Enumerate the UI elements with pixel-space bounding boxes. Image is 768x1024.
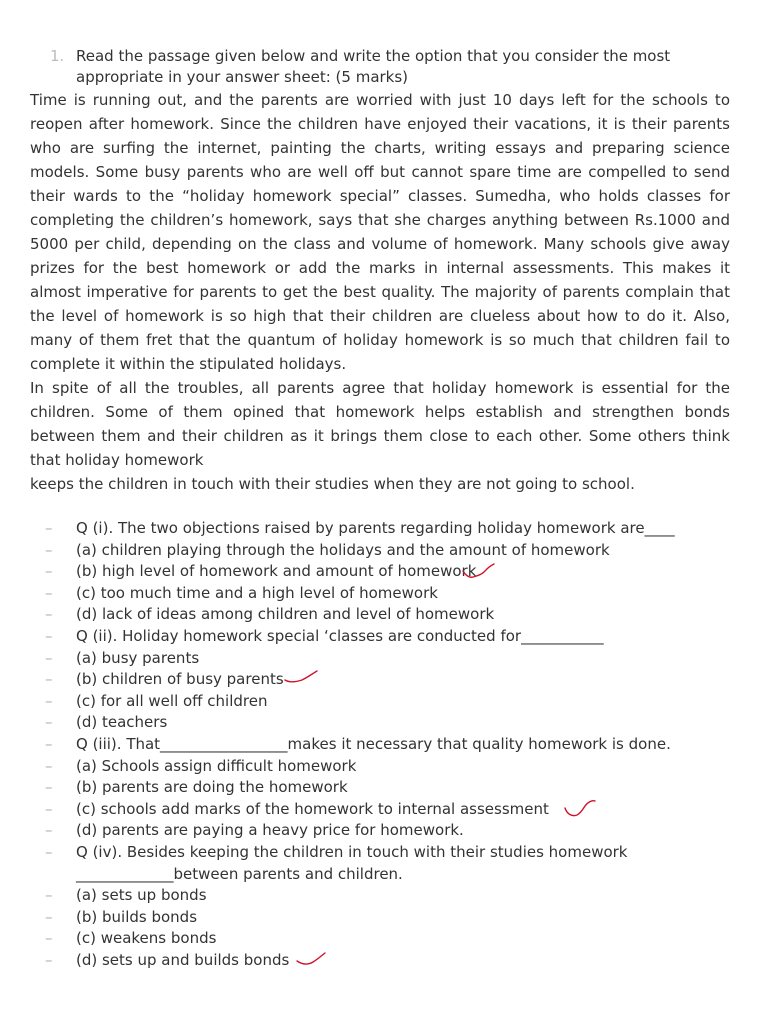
list-dash: –: [45, 519, 53, 537]
question-list: [0, 518, 768, 971]
list-item: [0, 928, 768, 950]
option-text: (b) builds bonds: [76, 907, 198, 926]
list-item: [0, 604, 768, 626]
list-dash: –: [45, 842, 53, 861]
list-dash: –: [45, 886, 53, 905]
list-dash: –: [45, 713, 53, 732]
list-dash: –: [45, 605, 53, 624]
option-text: (b) parents are doing the homework: [76, 778, 348, 797]
list-dash: –: [45, 799, 53, 818]
list-dash: –: [45, 583, 53, 602]
list-item: [0, 518, 768, 540]
list-dash: –: [45, 691, 53, 710]
list-item: [0, 583, 768, 605]
list-dash: –: [45, 756, 53, 775]
option-text: (a) children playing through the holidays and the amount of homework: [76, 540, 610, 559]
list-item: [0, 626, 768, 648]
list-item: [0, 799, 768, 821]
question-text: Q (iii). That_________________makes it necessary that quality homework is done.: [76, 734, 671, 753]
passage-paragraph-2: In spite of all the troubles, all parents agree that holiday homework is essential for the children. Some of them opined that homework helps establish and strengthen bonds between them and their children as it brings them close to each other. Some others think that holiday homework: [30, 379, 730, 469]
list-item: [0, 907, 768, 929]
question-number: 1.: [50, 47, 65, 65]
option-text: (c) too much time and a high level of homework: [76, 583, 438, 602]
list-dash: –: [45, 648, 53, 667]
list-dash: –: [45, 778, 53, 797]
list-dash: –: [45, 950, 53, 969]
list-item: [0, 885, 768, 907]
list-item: [0, 842, 768, 885]
list-item: [0, 950, 768, 972]
list-item: [0, 820, 768, 842]
question-text: Q (iv). Besides keeping the children in touch with their studies homework _____________between parents and children.: [76, 842, 628, 883]
list-item: [0, 712, 768, 734]
list-item: [0, 669, 768, 691]
option-text: (c) for all well off children: [76, 691, 268, 710]
option-text: (a) sets up bonds: [76, 886, 207, 905]
question-text: Q (ii). Holiday homework special ‘classes are conducted for___________: [76, 626, 604, 645]
passage-paragraph-3: keeps the children in touch with their studies when they are not going to school.: [30, 475, 635, 493]
option-text: (d) parents are paying a heavy price for homework.: [76, 821, 464, 840]
list-item: [0, 540, 768, 562]
question-instruction: Read the passage given below and write the option that you consider the most appropriate in your answer sheet: (5 marks): [76, 47, 671, 86]
list-dash: –: [45, 821, 53, 840]
option-text: (a) Schools assign difficult homework: [76, 756, 357, 775]
option-text: (d) sets up and builds bonds: [76, 950, 290, 969]
option-text: (a) busy parents: [76, 648, 200, 667]
list-dash: –: [45, 670, 53, 689]
list-dash: –: [45, 540, 53, 559]
question-text: Q (i). The two objections raised by parents regarding holiday homework are____: [76, 519, 675, 537]
list-item: [0, 777, 768, 799]
list-item: [0, 756, 768, 778]
list-item: [0, 691, 768, 713]
list-item: [0, 561, 768, 583]
list-item: [0, 734, 768, 756]
reading-passage: [30, 88, 730, 496]
list-item: [0, 648, 768, 670]
list-dash: –: [45, 626, 53, 645]
list-dash: –: [45, 929, 53, 948]
option-text: (b) children of busy parents: [76, 670, 284, 689]
option-text: (c) schools add marks of the homework to internal assessment: [76, 799, 549, 818]
option-text: (b) high level of homework and amount of homework: [76, 562, 477, 581]
list-dash: –: [45, 562, 53, 581]
option-text: (d) teachers: [76, 713, 168, 732]
list-dash: –: [45, 734, 53, 753]
option-text: (d) lack of ideas among children and level of homework: [76, 605, 495, 624]
passage-paragraph-1: Time is running out, and the parents are worried with just 10 days left for the schools to reopen after homework. Since the children have enjoyed their vacations, it is their parents who are surfing the internet, painting the charts, writing essays and preparing science models. Some busy parents who are well off but cannot spare time are compelled to send their wards to the “holiday homework special” classes. Sumedha, who holds classes for completing the children’s homework, says that she charges anything between Rs.1000 and 5000 per child, depending on the class and volume of homework. Many schools give away prizes for the best homework or add the marks in internal assessments. This makes it almost imperative for parents to get the best quality. The majority of parents complain that the level of homework is so high that their children are clueless about how to do it. Also, many of them fret that the quantum of holiday homework is so much that children fail to complete it within the stipulated holidays.: [30, 91, 730, 373]
question-heading: [30, 46, 730, 88]
list-dash: –: [45, 907, 53, 926]
option-text: (c) weakens bonds: [76, 929, 217, 948]
